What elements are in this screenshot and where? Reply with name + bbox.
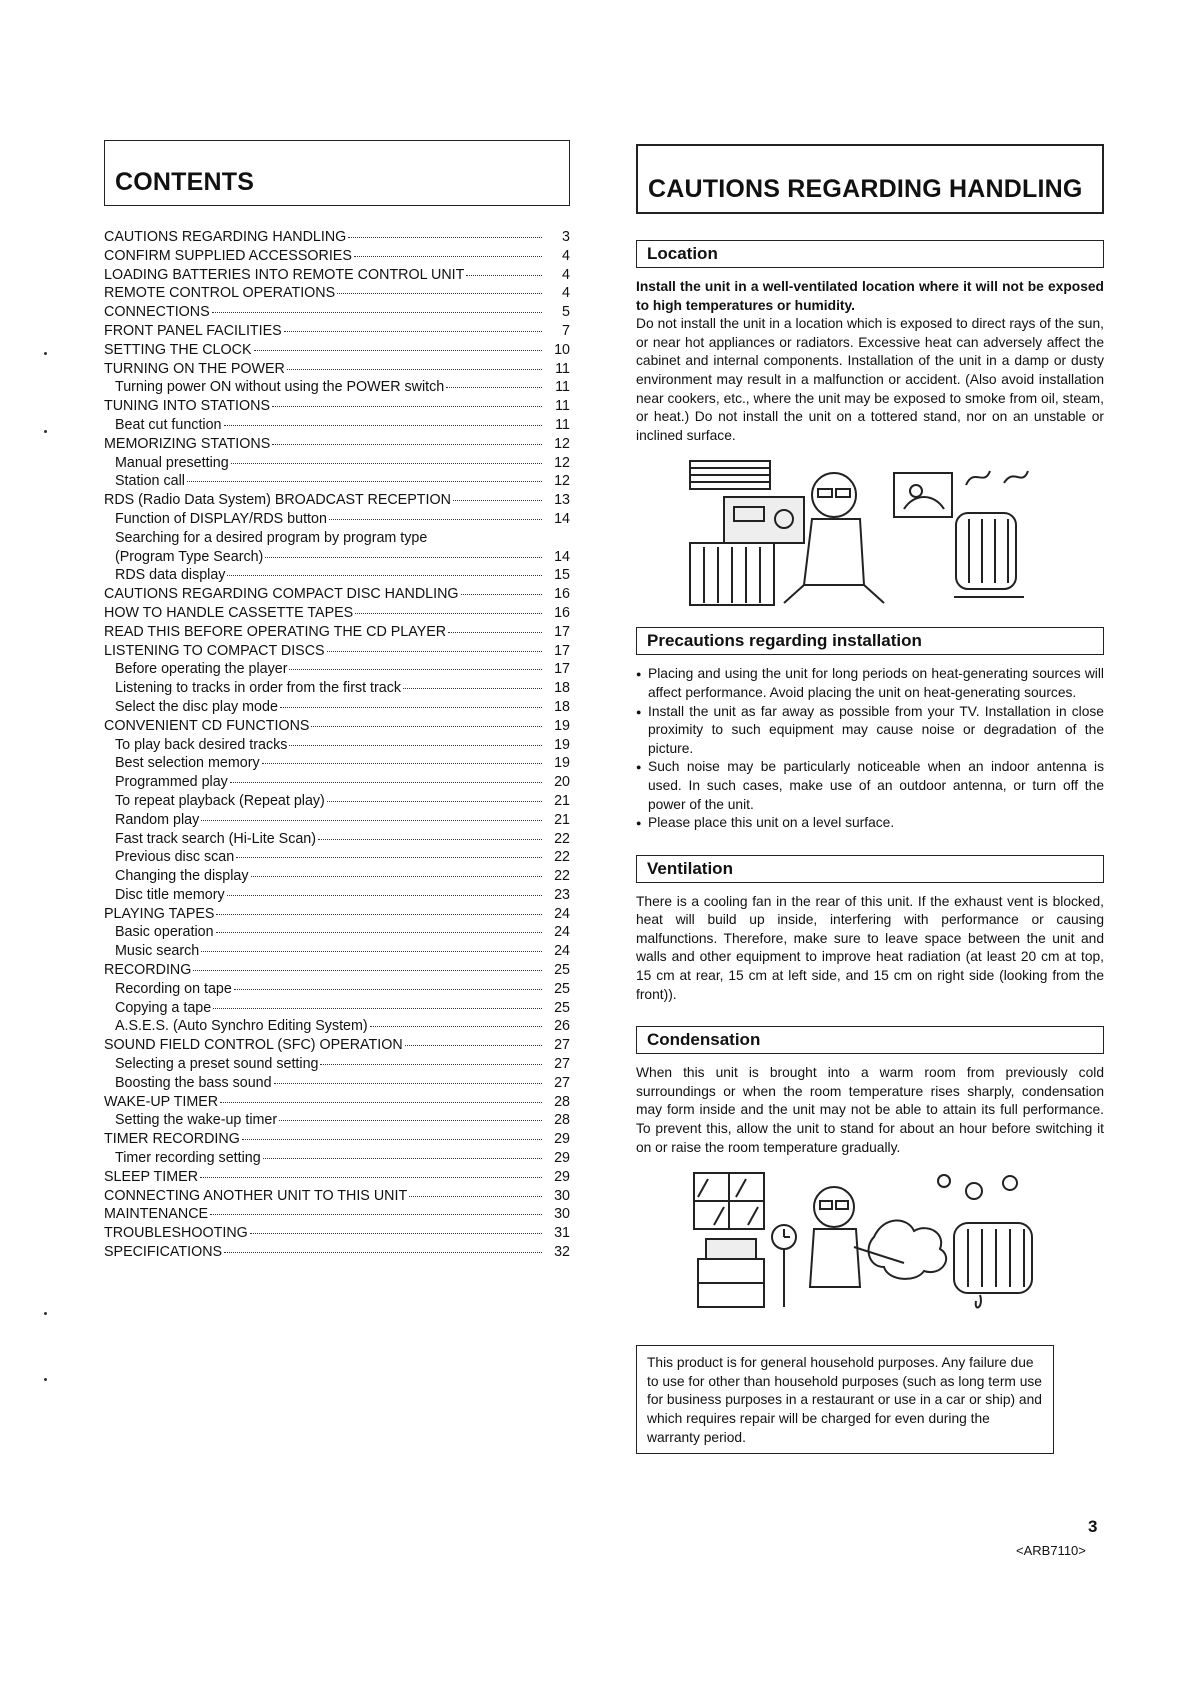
- toc-entry: [104, 1130, 570, 1149]
- condensation-illustration: [684, 1167, 1054, 1317]
- toc-entry-page: 16: [554, 604, 570, 621]
- document-code: <ARB7110>: [1016, 1543, 1086, 1558]
- toc-entry-title: HOW TO HANDLE CASSETTE TAPES: [104, 604, 354, 621]
- toc-entry: [104, 773, 570, 792]
- toc-entry-page: 32: [554, 1244, 570, 1261]
- toc-entry-page: 27: [554, 1037, 570, 1054]
- toc-dot-leader: [262, 763, 542, 764]
- toc-dot-leader: [212, 312, 542, 313]
- toc-entry-page: 22: [554, 868, 570, 885]
- toc-entry-title: CONVENIENT CD FUNCTIONS: [104, 717, 310, 734]
- margin-mark: [44, 1378, 47, 1381]
- toc-entry: [104, 416, 570, 435]
- location-lead: Install the unit in a well-ventilated location where it will not be exposed to high temperatures or humidity.: [636, 279, 1104, 313]
- toc-dot-leader: [274, 1083, 542, 1084]
- toc-entry: [104, 660, 570, 679]
- toc-entry-page: 19: [554, 736, 570, 753]
- toc-entry: [104, 867, 570, 886]
- toc-entry: [104, 942, 570, 961]
- toc-entry-page: 29: [554, 1150, 570, 1167]
- toc-dot-leader: [327, 801, 542, 802]
- toc-entry: [104, 322, 570, 341]
- toc-entry: [104, 378, 570, 397]
- toc-dot-leader: [327, 651, 542, 652]
- toc-entry: [104, 642, 570, 661]
- toc-entry: [104, 792, 570, 811]
- toc-entry-title: Manual presetting: [115, 454, 229, 471]
- toc-dot-leader: [254, 350, 543, 351]
- toc-dot-leader: [200, 1177, 542, 1178]
- toc-entry-page: 29: [554, 1131, 570, 1148]
- toc-entry-page: 28: [554, 1112, 570, 1129]
- toc-entry-page: 4: [562, 266, 570, 283]
- ventilation-text: There is a cooling fan in the rear of this unit. If the exhaust vent is blocked, heat will build up inside, interfering with performance or causing malfunctions. Therefore, make sure to leave space between the unit and walls and other equipment to improve heat radiation (at least 20 cm at top, 15 cm at rear, 15 cm at left side, and 15 cm on right side (looking from the front)).: [636, 893, 1104, 1002]
- toc-entry-title: Turning power ON without using the POWER switch: [115, 379, 445, 396]
- toc-dot-leader: [201, 951, 542, 952]
- toc-entry-page: 10: [554, 341, 570, 358]
- toc-dot-leader: [284, 331, 542, 332]
- toc-entry-page: 30: [554, 1206, 570, 1223]
- toc-entry: [104, 360, 570, 379]
- toc-entry: [104, 1093, 570, 1112]
- toc-entry-title: Previous disc scan: [115, 849, 235, 866]
- toc-dot-leader: [448, 632, 542, 633]
- toc-entry: [104, 529, 570, 548]
- toc-entry-title: RECORDING: [104, 962, 192, 979]
- toc-entry-page: 3: [562, 229, 570, 245]
- toc-dot-leader: [250, 1233, 542, 1234]
- toc-entry: [104, 623, 570, 642]
- toc-dot-leader: [210, 1214, 542, 1215]
- toc-entry: [104, 1243, 570, 1262]
- toc-dot-leader: [216, 914, 542, 915]
- location-text: [636, 278, 1104, 445]
- toc-dot-leader: [461, 594, 542, 595]
- toc-entry-title: Setting the wake-up timer: [115, 1112, 278, 1129]
- toc-entry-title: READ THIS BEFORE OPERATING THE CD PLAYER: [104, 623, 447, 640]
- toc-dot-leader: [193, 970, 542, 971]
- toc-entry-page: 14: [554, 548, 570, 565]
- page-number: 3: [1088, 1517, 1098, 1536]
- toc-dot-leader: [220, 1102, 542, 1103]
- toc-entry: [104, 1111, 570, 1130]
- toc-entry: [104, 1017, 570, 1036]
- toc-entry-page: 29: [554, 1168, 570, 1185]
- toc-entry: [104, 886, 570, 905]
- toc-entry: [104, 1224, 570, 1243]
- cautions-title: CAUTIONS REGARDING HANDLING: [648, 175, 1083, 203]
- toc-entry: [104, 1187, 570, 1206]
- toc-entry-page: 18: [554, 698, 570, 715]
- contents-title: CONTENTS: [115, 168, 255, 196]
- toc-entry-title: Boosting the bass sound: [115, 1074, 272, 1091]
- toc-entry: [104, 905, 570, 924]
- location-heading-box: [636, 240, 1104, 268]
- toc-entry-page: 24: [554, 905, 570, 922]
- toc-entry-title: Random play: [115, 811, 200, 828]
- toc-dot-leader: [287, 369, 542, 370]
- toc-entry-page: 19: [554, 717, 570, 734]
- toc-entry: [104, 679, 570, 698]
- toc-entry: [104, 454, 570, 473]
- toc-entry: [104, 585, 570, 604]
- toc-entry-title: Music search: [115, 943, 200, 960]
- toc-entry-page: 21: [554, 792, 570, 809]
- location-illustration: [684, 457, 1054, 607]
- toc-dot-leader: [224, 1252, 542, 1253]
- toc-entry-page: 25: [554, 962, 570, 979]
- toc-dot-leader: [348, 237, 542, 238]
- toc-dot-leader: [405, 1045, 542, 1046]
- toc-entry-page: 13: [554, 492, 570, 509]
- toc-entry-title: Fast track search (Hi-Lite Scan): [115, 830, 317, 847]
- toc-entry-page: 14: [554, 510, 570, 527]
- toc-entry-title: LISTENING TO COMPACT DISCS: [104, 642, 325, 659]
- toc-entry-title: Copying a tape: [115, 999, 212, 1016]
- toc-dot-leader: [446, 387, 542, 388]
- toc-entry-title: Listening to tracks in order from the first track: [115, 680, 402, 697]
- toc-entry-page: 27: [554, 1074, 570, 1091]
- toc-entry-title: SLEEP TIMER: [104, 1168, 199, 1185]
- toc-entry-page: 20: [554, 774, 570, 791]
- toc-entry: [104, 698, 570, 717]
- cautions-column: [636, 144, 1104, 1454]
- toc-entry-title: CAUTIONS REGARDING COMPACT DISC HANDLING: [104, 586, 459, 603]
- toc-dot-leader: [320, 1064, 542, 1065]
- toc-entry-page: 26: [554, 1018, 570, 1035]
- precaution-item: ● Placing and using the unit for long periods on heat-generating sources will affect performance. Avoid placing the unit on heat-generating sources.: [636, 665, 1104, 702]
- toc-entry-title: Basic operation: [115, 924, 214, 941]
- toc-entry: [104, 548, 570, 567]
- toc-entry-title: Best selection memory: [115, 755, 260, 772]
- toc-entry-title: Station call: [115, 473, 185, 490]
- toc-dot-leader: [289, 669, 542, 670]
- toc-entry-page: 28: [554, 1093, 570, 1110]
- toc-entry-page: 4: [562, 285, 570, 302]
- toc-dot-leader: [234, 989, 542, 990]
- toc-entry: [104, 435, 570, 454]
- toc-entry-page: 17: [554, 642, 570, 659]
- toc-dot-leader: [224, 425, 542, 426]
- condensation-heading: Condensation: [647, 1030, 761, 1050]
- toc-dot-leader: [466, 275, 542, 276]
- toc-entry-title: To play back desired tracks: [115, 736, 288, 753]
- toc-entry-title: Searching for a desired program by program type: [115, 529, 428, 546]
- toc-dot-leader: [216, 932, 542, 933]
- toc-dot-leader: [311, 726, 542, 727]
- toc-entry-page: 11: [555, 398, 570, 415]
- toc-entry: [104, 980, 570, 999]
- precaution-item: ● Install the unit as far away as possible from your TV. Installation in close proximity to such equipment may cause noise or degradation of the picture.: [636, 703, 1104, 759]
- toc-entry-page: 16: [554, 586, 570, 603]
- toc-entry-title: Programmed play: [115, 774, 228, 791]
- margin-mark: [44, 1312, 47, 1315]
- toc-entry: [104, 736, 570, 755]
- toc-dot-leader: [187, 481, 542, 482]
- toc-entry-page: 21: [554, 811, 570, 828]
- toc-entry-title: CONNECTING ANOTHER UNIT TO THIS UNIT: [104, 1187, 408, 1204]
- toc-dot-leader: [231, 463, 542, 464]
- toc-entry-title: SETTING THE CLOCK: [104, 341, 252, 358]
- precautions-list: [636, 665, 1104, 832]
- table-of-contents: [104, 228, 570, 1262]
- toc-entry: [104, 1036, 570, 1055]
- toc-entry-title: CONFIRM SUPPLIED ACCESSORIES: [104, 247, 352, 264]
- toc-entry-page: 11: [555, 360, 570, 377]
- toc-entry: [104, 923, 570, 942]
- toc-dot-leader: [272, 406, 542, 407]
- toc-dot-leader: [265, 557, 542, 558]
- toc-dot-leader: [354, 256, 542, 257]
- toc-dot-leader: [279, 1120, 542, 1121]
- toc-entry-page: 30: [554, 1187, 570, 1204]
- toc-entry-page: 27: [554, 1056, 570, 1073]
- toc-entry-title: MAINTENANCE: [104, 1206, 209, 1223]
- toc-entry: [104, 1074, 570, 1093]
- toc-entry-page: 11: [555, 416, 570, 433]
- toc-entry-title: Select the disc play mode: [115, 698, 278, 715]
- toc-entry-title: Beat cut function: [115, 416, 222, 433]
- toc-dot-leader: [289, 745, 542, 746]
- toc-entry-page: 22: [554, 830, 570, 847]
- toc-entry-page: 19: [554, 755, 570, 772]
- toc-entry-title: SPECIFICATIONS: [104, 1244, 223, 1261]
- toc-entry: [104, 961, 570, 980]
- toc-dot-leader: [251, 876, 542, 877]
- toc-entry-page: 17: [554, 623, 570, 640]
- toc-entry: [104, 510, 570, 529]
- toc-entry-page: 7: [562, 322, 570, 339]
- toc-entry: [104, 472, 570, 491]
- condensation-text: When this unit is brought into a warm room from previously cold surroundings or when the room temperature rises sharply, condensation may form inside and the unit may not be able to attain its full performance. To prevent this, allow the unit to stand for about an hour before switching it on or raise the room temperature gradually.: [636, 1065, 1104, 1155]
- toc-entry: [104, 566, 570, 585]
- toc-entry: [104, 228, 570, 247]
- toc-dot-leader: [263, 1158, 542, 1159]
- toc-entry-title: FRONT PANEL FACILITIES: [104, 322, 282, 339]
- toc-dot-leader: [227, 575, 542, 576]
- toc-entry-page: 18: [554, 680, 570, 697]
- toc-entry: [104, 811, 570, 830]
- toc-entry: [104, 830, 570, 849]
- toc-entry: [104, 754, 570, 773]
- toc-entry-page: 25: [554, 980, 570, 997]
- toc-dot-leader: [213, 1008, 542, 1009]
- toc-entry-page: 4: [562, 247, 570, 264]
- toc-entry: [104, 491, 570, 510]
- toc-dot-leader: [201, 820, 542, 821]
- toc-entry-title: (Program Type Search): [115, 548, 264, 565]
- toc-entry-title: Changing the display: [115, 868, 249, 885]
- condensation-heading-box: [636, 1026, 1104, 1054]
- toc-entry-page: 25: [554, 999, 570, 1016]
- toc-entry-title: RDS data display: [115, 567, 226, 584]
- toc-entry: [104, 266, 570, 285]
- location-heading: Location: [647, 244, 718, 263]
- toc-entry-page: 15: [554, 567, 570, 584]
- toc-dot-leader: [272, 444, 542, 445]
- toc-entry-title: PLAYING TAPES: [104, 905, 215, 922]
- toc-entry: [104, 341, 570, 360]
- precaution-item: ● Such noise may be particularly noticeable when an indoor antenna is used. In such cases, make use of an outdoor antenna, or turn off the power of the unit.: [636, 758, 1104, 814]
- precautions-heading-box: [636, 627, 1104, 655]
- toc-entry-title: LOADING BATTERIES INTO REMOTE CONTROL UNIT: [104, 266, 465, 283]
- toc-entry: [104, 1055, 570, 1074]
- toc-entry-title: CAUTIONS REGARDING HANDLING: [104, 229, 347, 245]
- location-body: Do not install the unit in a location which is exposed to direct rays of the sun, or near hot appliances or radiators. Excessive heat can adversely affect the cabinet and internal components. Installation of the unit in a damp or dusty environment may result in a malfunction or accident. (Also avoid installation near cookers, etc., where the unit may be exposed to smoke from oil, steam, or heat.) Do not install the unit on a tottered stand, nor on an unstable or inclined surface.: [636, 316, 1104, 443]
- toc-dot-leader: [280, 707, 542, 708]
- toc-entry-page: 23: [554, 886, 570, 903]
- toc-entry-title: RDS (Radio Data System) BROADCAST RECEPTION: [104, 492, 451, 509]
- toc-entry: [104, 1168, 570, 1187]
- toc-entry: [104, 1149, 570, 1168]
- warranty-notice: This product is for general household purposes. Any failure due to use for other than household purposes (such as long term use for business purposes in a restaurant or use in a car or ship) and which requires repair will be charged for even during the warranty period.: [636, 1345, 1054, 1454]
- toc-entry-page: 12: [554, 454, 570, 471]
- toc-entry: [104, 303, 570, 322]
- toc-entry-page: 12: [554, 473, 570, 490]
- toc-dot-leader: [355, 613, 542, 614]
- toc-entry: [104, 397, 570, 416]
- toc-entry-title: TURNING ON THE POWER: [104, 360, 285, 377]
- toc-entry-page: 17: [554, 661, 570, 678]
- precaution-item: ● Please place this unit on a level surface.: [636, 814, 1104, 833]
- toc-dot-leader: [337, 293, 542, 294]
- toc-dot-leader: [230, 782, 542, 783]
- toc-entry: [104, 247, 570, 266]
- toc-entry-page: 5: [562, 304, 570, 321]
- margin-mark: [44, 430, 47, 433]
- toc-entry: [104, 999, 570, 1018]
- ventilation-heading: Ventilation: [647, 858, 733, 878]
- toc-dot-leader: [318, 839, 542, 840]
- toc-dot-leader: [242, 1139, 542, 1140]
- toc-entry-title: CONNECTIONS: [104, 304, 210, 321]
- toc-entry: [104, 1205, 570, 1224]
- margin-mark: [44, 352, 47, 355]
- toc-entry-title: SOUND FIELD CONTROL (SFC) OPERATION: [104, 1037, 403, 1054]
- toc-entry-title: To repeat playback (Repeat play): [115, 792, 325, 809]
- toc-entry-page: 24: [554, 924, 570, 941]
- toc-entry-title: MEMORIZING STATIONS: [104, 435, 271, 452]
- toc-entry-page: 11: [555, 379, 570, 396]
- toc-entry: [104, 848, 570, 867]
- toc-dot-leader: [409, 1196, 542, 1197]
- toc-entry-title: Function of DISPLAY/RDS button: [115, 510, 327, 527]
- precautions-heading: Precautions regarding installation: [647, 631, 922, 651]
- toc-entry: [104, 604, 570, 623]
- toc-entry-page: 12: [554, 435, 570, 452]
- toc-entry-title: Recording on tape: [115, 980, 232, 997]
- contents-title-box: [104, 140, 570, 206]
- toc-dot-leader: [236, 857, 542, 858]
- toc-entry-title: Disc title memory: [115, 886, 225, 903]
- toc-entry-page: 24: [554, 943, 570, 960]
- toc-dot-leader: [403, 688, 542, 689]
- toc-entry-title: TIMER RECORDING: [104, 1131, 240, 1148]
- cautions-title-box: [636, 144, 1104, 214]
- toc-entry-title: Before operating the player: [115, 661, 288, 678]
- ventilation-heading-box: [636, 855, 1104, 883]
- contents-column: [104, 140, 570, 1262]
- toc-dot-leader: [227, 895, 542, 896]
- toc-entry-title: A.S.E.S. (Auto Synchro Editing System): [115, 1018, 368, 1035]
- toc-entry-page: 31: [554, 1225, 570, 1242]
- toc-dot-leader: [370, 1026, 542, 1027]
- toc-entry-title: WAKE-UP TIMER: [104, 1093, 219, 1110]
- toc-entry-title: Timer recording setting: [115, 1150, 261, 1167]
- toc-dot-leader: [453, 500, 542, 501]
- toc-entry-title: REMOTE CONTROL OPERATIONS: [104, 285, 336, 302]
- toc-entry-page: 22: [554, 849, 570, 866]
- toc-dot-leader: [329, 519, 542, 520]
- toc-entry: [104, 717, 570, 736]
- toc-entry-title: Selecting a preset sound setting: [115, 1056, 319, 1073]
- toc-entry-title: TROUBLESHOOTING: [104, 1225, 248, 1242]
- toc-entry: [104, 284, 570, 303]
- toc-entry-title: TUNING INTO STATIONS: [104, 398, 271, 415]
